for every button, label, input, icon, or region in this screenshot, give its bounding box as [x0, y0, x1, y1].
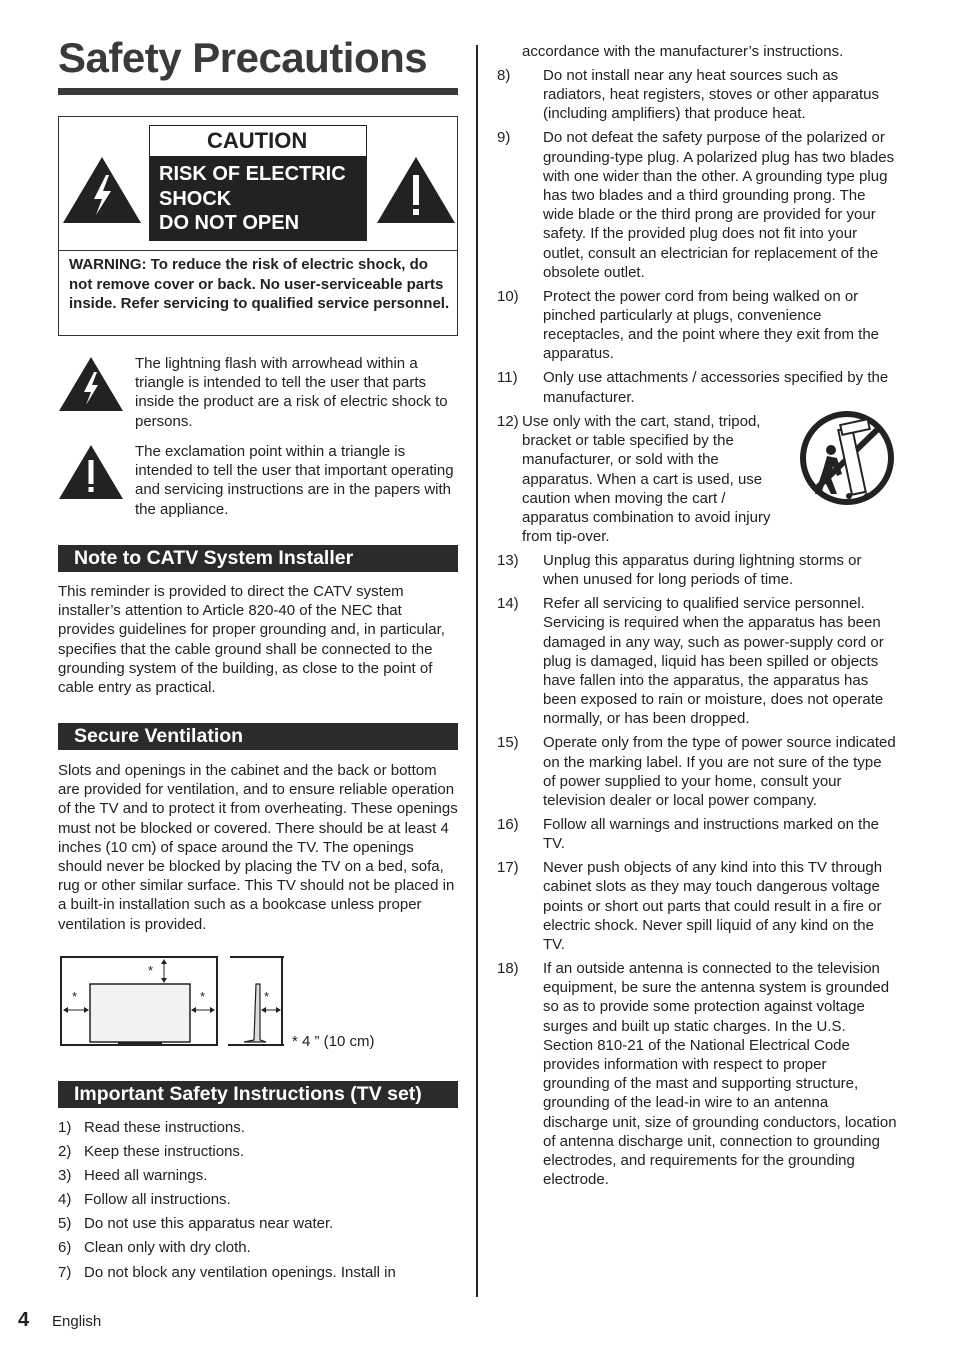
- item-text: Follow all instructions.: [84, 1191, 231, 1209]
- list-item: [497, 594, 897, 728]
- ventilation-heading: Secure Ventilation: [58, 723, 458, 750]
- item-text: Read these instructions.: [84, 1119, 245, 1136]
- item-number: 1): [58, 1119, 72, 1136]
- item-text: Keep these instructions.: [84, 1143, 245, 1161]
- list-item: [497, 733, 897, 810]
- caution-header: [59, 117, 457, 251]
- list-item: [58, 1118, 458, 1137]
- cart-tip-over-warning-icon: [797, 408, 897, 508]
- item-text: Heed all warnings.: [84, 1167, 208, 1185]
- list-item: [497, 858, 897, 954]
- item-text: Operate only from the type of power source indicated on the marking label. If you are not sure of the type of power supplied to your home, consult your television dealer or local power company.: [543, 734, 896, 810]
- item-text: Unplug this apparatus during lightning storms or when unused for long periods of time.: [543, 552, 862, 589]
- list-item: [58, 1214, 458, 1233]
- item-number: 16): [497, 816, 519, 834]
- item-number: 12): [497, 413, 519, 430]
- lightning-symbol-icon: [58, 356, 124, 412]
- exclamation-warning-icon: [375, 155, 457, 225]
- item-number: 3): [58, 1167, 72, 1185]
- lightning-warning-icon: [61, 155, 143, 225]
- item-number: 15): [497, 734, 519, 752]
- page-title: Safety Precautions: [58, 34, 428, 81]
- item-number: 5): [58, 1215, 72, 1233]
- item-number: 6): [58, 1239, 72, 1257]
- page-number: 4: [18, 1309, 30, 1331]
- exclamation-symbol-icon: [58, 444, 124, 500]
- item-number: 4): [58, 1191, 72, 1209]
- list-item: [58, 1238, 458, 1257]
- ventilation-body: Slots and openings in the cabinet and the back or bottom are provided for ventilation, and to ensure reliable operation of the TV and to protect it from overheating. These openings must not be blocked or covered. There should be at least 4 inches (10 cm) of space around the TV. The openings should never be blocked by placing the TV on a bed, sofa, rug or other similar surface. This TV should not be placed in a built-in installation such as a bookcase unless proper ventilation is provided.: [58, 762, 458, 933]
- exclamation-symbol-text: The exclamation point within a triangle is intended to tell the user that important operating and servicing instructions are in the papers with the appliance.: [135, 443, 454, 518]
- item-number: 17): [497, 859, 519, 877]
- item-number: 2): [58, 1143, 72, 1161]
- catv-body: This reminder is provided to direct the CATV system installer’s attention to Article 820-40 of the NEC that provides guidelines for proper grounding and, in particular, specifies that the cable ground shall be connected to the grounding system of the building, as close to the point of cable entry as practical.: [58, 583, 445, 697]
- list-item: [497, 287, 897, 364]
- instructions-list-right-a: [497, 66, 897, 412]
- item-number: 14): [497, 595, 519, 613]
- risk-of-shock-block: [149, 157, 367, 241]
- item7-continued: accordance with the manufacturer’s instructions.: [522, 43, 844, 60]
- risk-line: RISK OF ELECTRIC: [159, 163, 346, 185]
- item-number: 11): [497, 369, 518, 387]
- list-item: [497, 128, 897, 282]
- list-item: [497, 815, 897, 853]
- item-text: Do not block any ventilation openings. Install in: [84, 1263, 396, 1281]
- instructions-heading: Important Safety Instructions (TV set): [58, 1081, 458, 1108]
- warning-text: WARNING: To reduce the risk of electric shock, do not remove cover or back. No user-serviceable parts inside. Refer servicing to qualified service personnel.: [69, 256, 450, 312]
- page-language: English: [52, 1313, 102, 1330]
- list-item: [497, 66, 897, 124]
- item-text: Protect the power cord from being walked on or pinched particularly at plugs, convenience receptacles, and the point where they exit from the apparatus.: [543, 287, 880, 363]
- column-divider: [476, 45, 478, 1297]
- list-item: [58, 1142, 458, 1161]
- list-item: [497, 959, 897, 1189]
- clearance-mark-right: *: [200, 989, 206, 1004]
- clearance-note: * 4 ” (10 cm): [292, 1033, 375, 1050]
- list-item: [58, 1263, 458, 1282]
- catv-heading: Note to CATV System Installer: [58, 545, 458, 572]
- title-rule: [58, 88, 458, 95]
- list-item: [497, 368, 897, 406]
- clearance-mark-top: *: [148, 963, 154, 978]
- risk-line: DO NOT OPEN: [159, 212, 300, 234]
- item-text: Do not defeat the safety purpose of the polarized or grounding-type plug. A polarized plug has two blades with one wider than the other. A grounding type plug has two blades and a third grounding prong. The wide blade or the third prong are provided for your safety. If the provided plug does not fit into your outlet, consult an electrician for replacement of the obsolete outlet.: [543, 129, 895, 281]
- caution-box: [58, 116, 458, 336]
- item-number: 10): [497, 287, 519, 305]
- item-text: Only use attachments / accessories specified by the manufacturer.: [543, 369, 889, 406]
- item-number: 9): [497, 129, 511, 147]
- item-number: 18): [497, 960, 519, 978]
- instructions-list-right-b: [497, 551, 897, 1194]
- list-item: [58, 1190, 458, 1209]
- item-number: 8): [497, 67, 511, 84]
- item-text: Never push objects of any kind into this TV through cabinet slots as they may touch dangerous voltage points or short out parts that could result in a fire or electric shock. Never spill liquid of any kind on the TV.: [543, 859, 883, 954]
- clearance-mark-back: *: [264, 989, 270, 1004]
- instructions-list-left: [58, 1118, 458, 1287]
- item-text: If an outside antenna is connected to the television equipment, be sure the antenna system is grounded so as to provide some protection against voltage surges and built up static charges. In the U.S. Section 810-21 of the National Electrical Code provides information with respect to proper grounding of the mast and supporting structure, grounding of the lead-in wire to an antenna discharge unit, size of grounding conductors, location of antenna discharge unit, connection to grounding electrodes, and requirements for the grounding electrode.: [543, 960, 897, 1189]
- item-number: 7): [58, 1263, 72, 1281]
- item-text: Clean only with dry cloth.: [84, 1239, 251, 1257]
- item-number: 13): [497, 552, 519, 569]
- item-text: Refer all servicing to qualified service personnel. Servicing is required when the apparatus has been damaged in any way, such as power-supply cord or plug is damaged, liquid has been spilled or objects have fallen into the apparatus, the apparatus has been exposed to rain or moisture, does not operate normally, or has been dropped.: [543, 595, 884, 728]
- item-text: Use only with the cart, stand, tripod, bracket or table specified by the manufacturer, or sold with the apparatus. When a cart is used, use caution when moving the cart / apparatus combination to avoid injury from tip-over.: [522, 413, 771, 546]
- caution-label: CAUTION: [149, 125, 367, 157]
- lightning-symbol-text: The lightning flash with arrowhead within a triangle is intended to tell the user that parts inside the product are a risk of electric shock to persons.: [135, 355, 448, 430]
- clearance-mark-left: *: [72, 989, 78, 1004]
- ventilation-diagram: [58, 954, 288, 1050]
- item-12: [497, 412, 787, 546]
- list-item: [58, 1166, 458, 1185]
- item-text: Follow all warnings and instructions marked on the TV.: [543, 816, 879, 853]
- item-text: Do not use this apparatus near water.: [84, 1215, 334, 1233]
- list-item: [497, 551, 897, 589]
- item-text: Do not install near any heat sources such as radiators, heat registers, stoves or other apparatus (including amplifiers) that produce heat.: [543, 67, 880, 123]
- risk-line: SHOCK: [159, 187, 232, 210]
